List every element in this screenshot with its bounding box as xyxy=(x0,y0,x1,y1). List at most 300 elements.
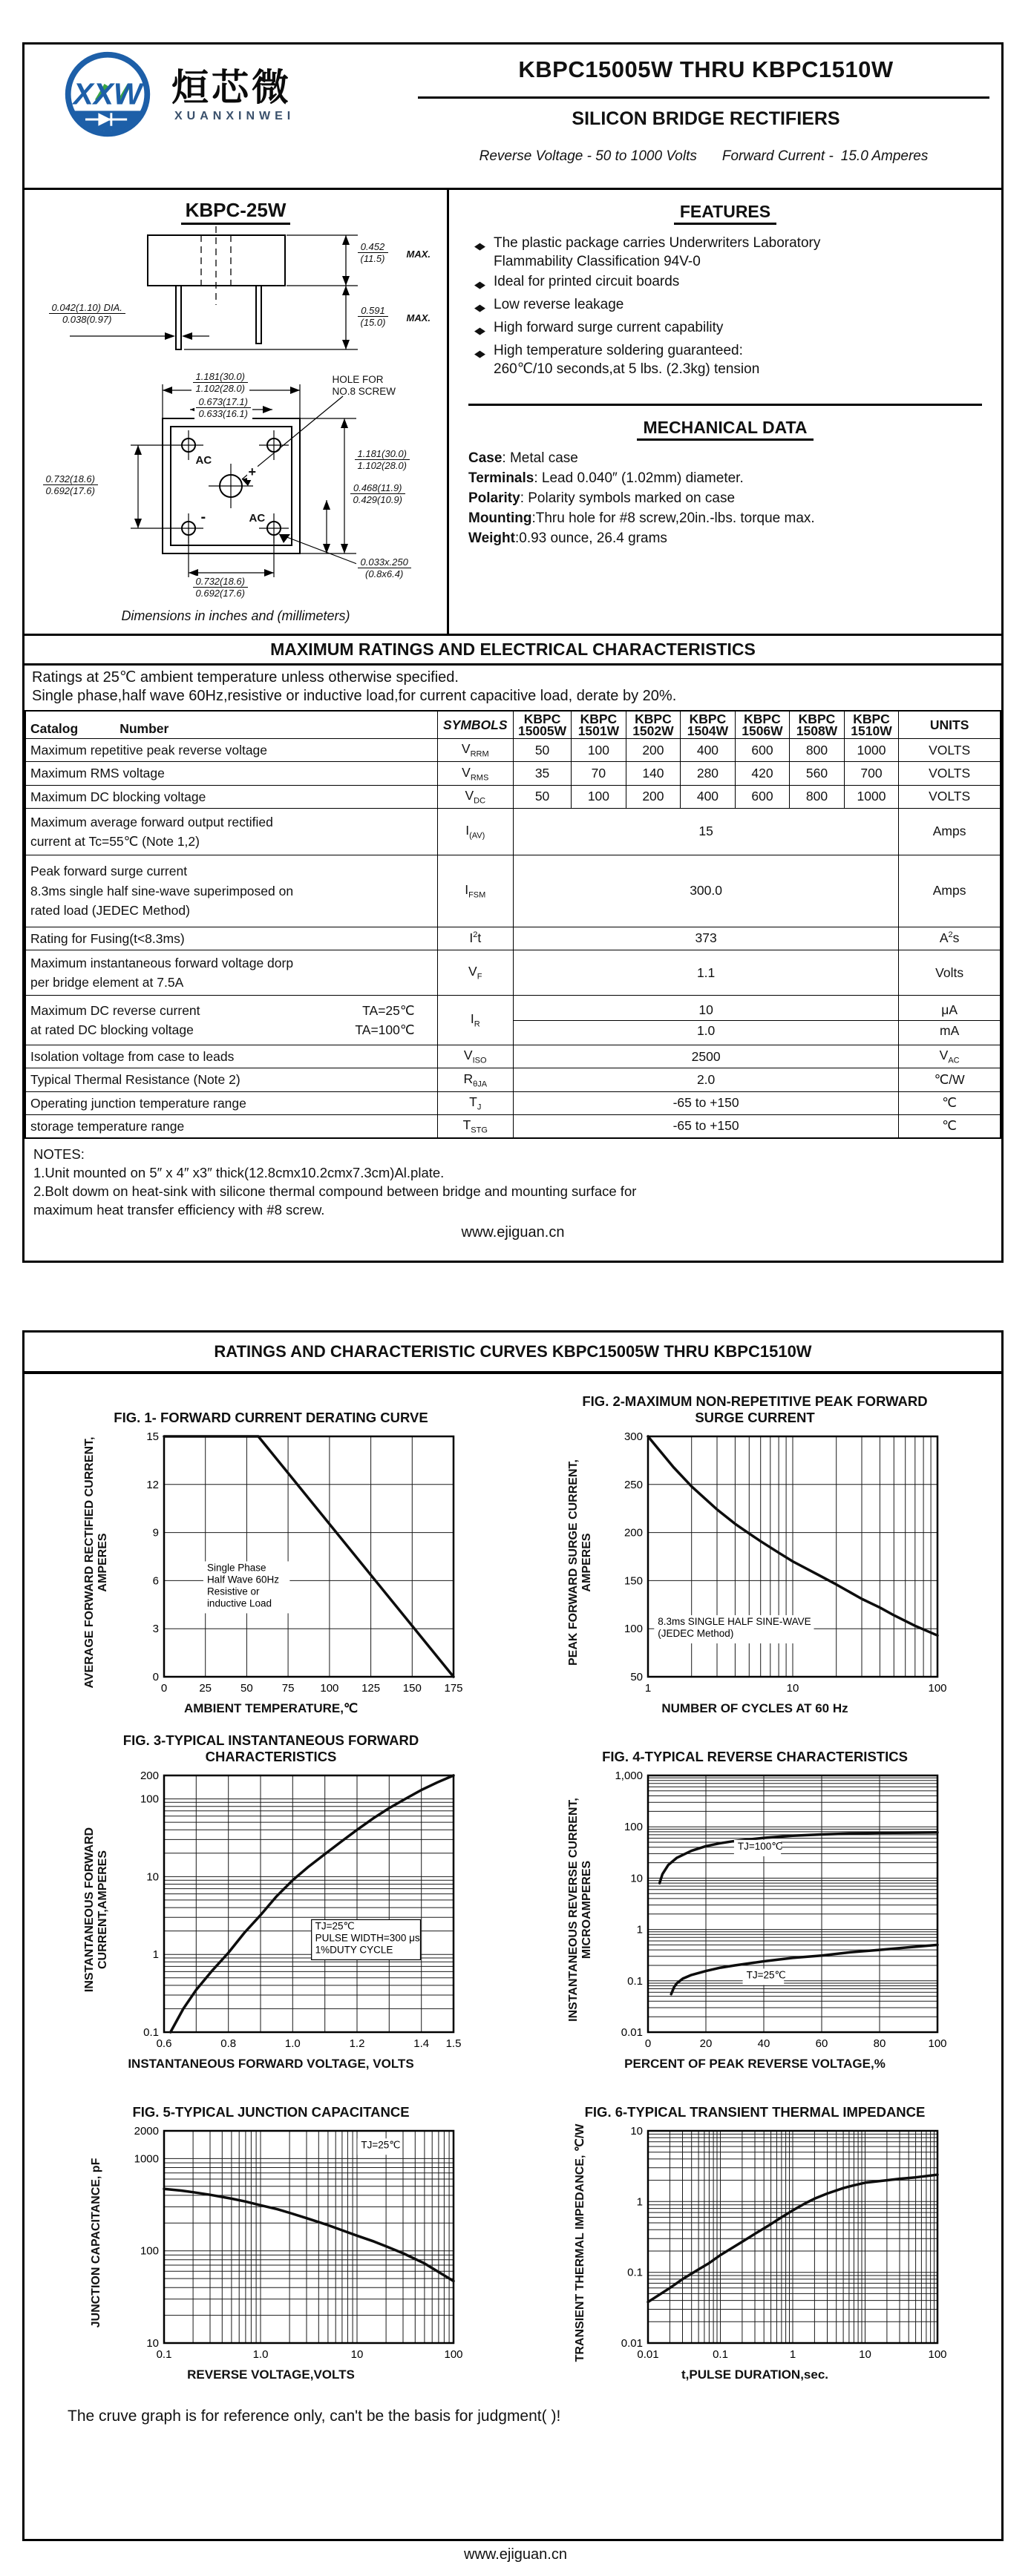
table-row xyxy=(25,1045,1001,1068)
model-line: KBPC xyxy=(744,712,781,726)
table-row xyxy=(25,739,1001,762)
svg-text:3: 3 xyxy=(152,1623,159,1636)
model-line: KBPC xyxy=(689,712,727,726)
body-height-dim: $\frac{0.452}{(11.5)}$ xyxy=(356,241,390,264)
svg-text:200: 200 xyxy=(140,1770,159,1782)
figure-title: FIG. 1- FORWARD CURRENT DERATING CURVE xyxy=(114,1410,428,1425)
pin-offset-dim: $\frac{0.468(11.9)}{0.429(10.9)}$ xyxy=(349,482,408,505)
header-model xyxy=(681,711,736,739)
table-row xyxy=(25,1114,1001,1138)
logo-monogram: XXW xyxy=(73,76,143,111)
row-symbol: $I^2t$ xyxy=(437,927,513,950)
logo-mark-icon xyxy=(60,49,155,142)
svg-text:1%DUTY CYCLE: 1%DUTY CYCLE xyxy=(315,1944,393,1956)
row-value: 100 xyxy=(572,785,626,808)
row-value: 50 xyxy=(513,785,571,808)
figure-plot xyxy=(602,1765,951,2054)
row-value: 1000 xyxy=(844,739,899,762)
features-title: FEATURES xyxy=(468,202,982,222)
svg-text:0.01: 0.01 xyxy=(621,2337,643,2350)
feature-text: The plastic package carries Underwriters Laboratory Flammability Classification 94V-0 xyxy=(494,235,821,269)
row-value: -65 to +150 xyxy=(513,1114,898,1138)
svg-text:Resistive or: Resistive or xyxy=(206,1586,260,1597)
svg-text:10: 10 xyxy=(786,1682,799,1695)
model-line: 1510W xyxy=(851,723,892,738)
figure-5-typical-junction-capacitance xyxy=(29,2086,513,2382)
svg-text:Half Wave 60Hz: Half Wave 60Hz xyxy=(206,1574,279,1586)
website-footer: www.ejiguan.cn xyxy=(464,2546,567,2563)
mechanical-key: Mounting xyxy=(468,510,532,526)
svg-text:10: 10 xyxy=(146,1870,159,1884)
bullet-icon: ◆ xyxy=(474,302,485,313)
figure-plot xyxy=(602,1426,951,1699)
feature-item xyxy=(474,295,982,317)
svg-text:1.4: 1.4 xyxy=(413,2037,430,2050)
label-condition: TA=25℃ xyxy=(362,1002,415,1018)
ratings-condition-line: Ratings at 25℃ ambient temperature unless otherwise specified. xyxy=(32,669,459,686)
row-symbol: $I_R$ xyxy=(437,996,513,1045)
table-row xyxy=(25,785,1001,808)
svg-text:10: 10 xyxy=(146,2337,159,2350)
subtitle: SILICON BRIDGE RECTIFIERS xyxy=(572,108,840,129)
svg-text:50: 50 xyxy=(240,1682,253,1695)
datasheet-page-2 xyxy=(22,1330,1004,2541)
company-name-cn: 烜芯微 xyxy=(171,67,292,108)
row-value: 200 xyxy=(626,739,681,762)
svg-text:100: 100 xyxy=(444,2348,463,2361)
label-line: Maximum average forward output rectified xyxy=(30,814,273,829)
notes xyxy=(24,1139,1001,1225)
row-value: 600 xyxy=(735,739,790,762)
figure-title: FIG. 5-TYPICAL JUNCTION CAPACITANCE xyxy=(132,2104,410,2120)
table-header-row xyxy=(25,711,1001,739)
row-label xyxy=(25,996,437,1045)
reverse-voltage-range: Reverse Voltage - 50 to 1000 Volts xyxy=(479,148,697,164)
svg-text:100: 100 xyxy=(623,1623,643,1636)
svg-text:0: 0 xyxy=(160,1682,168,1695)
figure-1-forward-current-derating xyxy=(29,1392,513,1716)
label-line: Maximum repetitive peak reverse voltage xyxy=(30,743,268,758)
header-units: UNITS xyxy=(899,711,1001,739)
max-label: MAX. xyxy=(406,249,431,260)
mechanical-key: Weight xyxy=(468,530,515,546)
row-symbol: $V_{ISO}$ xyxy=(437,1045,513,1068)
row-unit: VOLTS xyxy=(899,762,1001,785)
row-value: 200 xyxy=(626,785,681,808)
figure-y-axis-label: PEAK FORWARD SURGE CURRENT, AMPERES xyxy=(567,1459,593,1666)
mechanical-item xyxy=(468,508,982,528)
bullet-icon: ◆ xyxy=(474,325,485,336)
svg-text:12: 12 xyxy=(146,1478,159,1491)
label-line xyxy=(30,1001,433,1020)
svg-text:TJ=25℃: TJ=25℃ xyxy=(361,2139,401,2151)
figure-y-axis-label: INSTANTANEOUS FORWARD CURRENT,AMPERES xyxy=(83,1827,109,1993)
figure-x-axis-label: INSTANTANEOUS FORWARD VOLTAGE, VOLTS xyxy=(128,2057,414,2071)
dimensions-caption: Dimensions in inches and (millimeters) xyxy=(121,608,350,623)
svg-text:60: 60 xyxy=(815,2037,828,2050)
model-line: 15005W xyxy=(517,723,567,738)
forward-current-label: Forward Current - xyxy=(721,148,834,164)
feature-text: High forward surge current capability xyxy=(494,320,724,335)
mechanical-key: Polarity xyxy=(468,490,520,506)
dual-unit-bottom: mA xyxy=(940,1022,960,1038)
row-value xyxy=(513,996,898,1045)
datasheet-page-1 xyxy=(22,42,1004,1263)
svg-text:1: 1 xyxy=(789,2348,796,2361)
row-label xyxy=(25,1045,437,1068)
figure-y-axis-label: INSTANTANEOUS REVERSE CURRENT, MICROAMPERES xyxy=(567,1798,593,2022)
svg-text:10: 10 xyxy=(630,2125,643,2138)
row-symbol: $I_{(AV)}$ xyxy=(437,808,513,855)
figure-plot xyxy=(118,1426,467,1699)
reference-disclaimer: The cruve graph is for reference only, can't be the basis for judgment( )! xyxy=(68,2408,561,2425)
pin-pitch-left-dim: $\frac{0.732(18.6)}{0.692(17.6)}$ xyxy=(42,473,100,496)
table-row xyxy=(25,1091,1001,1114)
website-footer: www.ejiguan.cn xyxy=(461,1224,565,1241)
row-symbol: $T_{STG}$ xyxy=(437,1114,513,1138)
row-value: 420 xyxy=(735,762,790,785)
row-label xyxy=(25,950,437,996)
feature-text: High temperature soldering guaranteed: 260℃/10 seconds,at 5 lbs. (2.3kg) tension xyxy=(494,343,760,377)
row-value: 300.0 xyxy=(513,855,898,927)
max-ratings-bar: MAXIMUM RATINGS AND ELECTRICAL CHARACTERISTICS xyxy=(24,634,1001,666)
row-value: 280 xyxy=(681,762,736,785)
figure-plot xyxy=(118,1765,467,2054)
model-line: KBPC xyxy=(853,712,890,726)
page-title: KBPC15005W THRU KBPC1510W xyxy=(518,56,894,82)
mechanical-item xyxy=(468,468,982,488)
label-line: Rating for Fusing(t<8.3ms) xyxy=(30,930,185,946)
bullet-icon: ◆ xyxy=(474,279,485,290)
header-catalog-number xyxy=(25,711,437,739)
row-unit: VOLTS xyxy=(899,785,1001,808)
model-line: 1506W xyxy=(742,723,783,738)
row-label xyxy=(25,785,437,808)
company-logo xyxy=(60,49,416,153)
row-unit: ℃ xyxy=(899,1091,1001,1114)
dual-units xyxy=(899,1000,1000,1041)
label-line: per bridge element at 7.5A xyxy=(30,975,184,990)
label-text: Maximum DC reverse current xyxy=(30,1002,200,1018)
row-label xyxy=(25,1114,437,1138)
svg-text:0: 0 xyxy=(644,2037,652,2050)
row-symbol: $I_{FSM}$ xyxy=(437,855,513,927)
row-value: 35 xyxy=(513,762,571,785)
svg-text:9: 9 xyxy=(152,1526,159,1540)
svg-text:0.1: 0.1 xyxy=(627,1974,643,1988)
package-name: KBPC-25W xyxy=(24,199,447,222)
svg-text:1.2: 1.2 xyxy=(349,2037,365,2050)
row-value: 1.1 xyxy=(513,950,898,996)
row-label xyxy=(25,808,437,855)
figure-x-axis-label: AMBIENT TEMPERATURE,℃ xyxy=(183,1701,359,1715)
svg-text:0: 0 xyxy=(152,1671,159,1683)
pin-label-minus: - xyxy=(200,509,206,525)
forward-current-value: 15.0 Amperes xyxy=(840,148,929,164)
table-row xyxy=(25,950,1001,996)
svg-text:200: 200 xyxy=(623,1526,643,1540)
dual-value-top: 10 xyxy=(514,1000,898,1021)
header-model xyxy=(790,711,845,739)
model-line: 1501W xyxy=(577,723,620,738)
svg-text:1000: 1000 xyxy=(134,2152,159,2166)
pin-label-ac-top: AC xyxy=(195,454,212,467)
label-line: Peak forward surge current xyxy=(30,864,188,879)
svg-text:0.6: 0.6 xyxy=(156,2037,172,2050)
model-line: 1508W xyxy=(796,723,838,738)
note-line: 1.Unit mounted on 5″ x 4″ x3″ thick(12.8cmx10.2cmx7.3cm)Al.plate. xyxy=(33,1165,445,1180)
row-value: 800 xyxy=(790,785,845,808)
svg-text:PULSE WIDTH=300 μs: PULSE WIDTH=300 μs xyxy=(315,1932,420,1944)
svg-text:100: 100 xyxy=(928,1682,947,1695)
header xyxy=(24,45,1001,190)
lead-length-dim: $\frac{0.591}{(15.0)}$ xyxy=(356,305,390,328)
svg-text:TJ=100℃: TJ=100℃ xyxy=(737,1840,783,1852)
pin-pitch-bottom-dim: $\frac{0.732(18.6)}{0.692(17.6)}$ xyxy=(192,576,250,599)
row-label xyxy=(25,739,437,762)
svg-text:80: 80 xyxy=(873,2037,886,2050)
row-value: 373 xyxy=(513,927,898,950)
catalog-label: Catalog xyxy=(30,721,79,736)
ratings-line xyxy=(410,148,997,165)
table-head xyxy=(25,711,1001,739)
svg-text:100: 100 xyxy=(928,2037,947,2050)
note-line: 2.Bolt dowm on heat-sink with silicone thermal compound between bridge and mounting surface for xyxy=(33,1183,637,1199)
label-line: 8.3ms single half sine-wave superimposed on xyxy=(30,883,294,898)
header-model xyxy=(626,711,681,739)
svg-text:1: 1 xyxy=(152,1948,159,1962)
mechanical-value: : Lead 0.040″ (1.02mm) diameter. xyxy=(534,470,744,486)
svg-text:1.5: 1.5 xyxy=(445,2037,462,2050)
row-value: 400 xyxy=(681,785,736,808)
svg-text:15: 15 xyxy=(146,1430,159,1443)
row-value: 100 xyxy=(572,739,626,762)
svg-text:TJ=25℃: TJ=25℃ xyxy=(746,1969,786,1981)
svg-text:6: 6 xyxy=(152,1574,159,1588)
row-unit: Amps xyxy=(899,855,1001,927)
svg-text:175: 175 xyxy=(444,1682,463,1695)
lead-diameter-dim: 0.042(1.10) DIA. 0.038(0.97) xyxy=(48,302,127,325)
curves-title-bar: RATINGS AND CHARACTERISTIC CURVES KBPC15005W THRU KBPC1510W xyxy=(24,1333,1001,1374)
mechanical-data-section xyxy=(468,404,982,548)
package-drawing-column xyxy=(24,190,449,634)
mechanical-data-list xyxy=(468,448,982,548)
number-label: Number xyxy=(120,721,169,736)
pin-label-ac-bottom: AC xyxy=(249,512,266,525)
row-value: 560 xyxy=(790,762,845,785)
svg-text:0.01: 0.01 xyxy=(621,2026,643,2039)
figure-x-axis-label: t,PULSE DURATION,sec. xyxy=(681,2368,829,2382)
slot-dim: $\frac{0.033x.250}{(0.8x6.4)}$ xyxy=(356,556,413,579)
row-value: 140 xyxy=(626,762,681,785)
note-line: NOTES: xyxy=(33,1146,85,1162)
row-unit: ℃ xyxy=(899,1114,1001,1138)
row-symbol: $V_{DC}$ xyxy=(437,785,513,808)
figure-4-typical-reverse-characteristics xyxy=(513,1731,997,2071)
svg-text:0.01: 0.01 xyxy=(637,2348,659,2361)
label-line: current at Tc=55℃ (Note 1,2) xyxy=(30,833,200,849)
pin-label-plus: + xyxy=(248,464,257,479)
row-unit: Volts xyxy=(899,950,1001,996)
row-value: 2500 xyxy=(513,1045,898,1068)
svg-text:2000: 2000 xyxy=(134,2125,159,2138)
svg-text:100: 100 xyxy=(140,1793,159,1806)
row-value: 600 xyxy=(735,785,790,808)
table-row xyxy=(25,996,1001,1045)
svg-text:0.1: 0.1 xyxy=(143,2026,159,2039)
label-line: Maximum RMS voltage xyxy=(30,766,165,781)
ratings-condition-line: Single phase,half wave 60Hz,resistive or inductive load,for current capacitive load, derate by 20%. xyxy=(32,688,677,704)
row-value: 1000 xyxy=(844,785,899,808)
table-row xyxy=(25,762,1001,785)
mechanical-key: Terminals xyxy=(468,470,534,486)
label-line: Maximum DC blocking voltage xyxy=(30,789,206,804)
mechanical-value: : Polarity symbols marked on case xyxy=(520,490,736,506)
row-unit: $V_{AC}$ xyxy=(899,1045,1001,1068)
table-row xyxy=(25,1068,1001,1091)
figure-title: FIG. 6-TYPICAL TRANSIENT THERMAL IMPEDANCE xyxy=(584,2104,926,2120)
mechanical-item xyxy=(468,448,982,468)
svg-text:100: 100 xyxy=(928,2348,947,2361)
mechanical-data-title: MECHANICAL DATA xyxy=(468,418,982,438)
label-line: Isolation voltage from case to leads xyxy=(30,1049,235,1064)
model-line: 1504W xyxy=(687,723,729,738)
mechanical-value: :0.93 ounce, 26.4 grams xyxy=(514,530,667,546)
row-label xyxy=(25,927,437,950)
features-list xyxy=(468,234,982,378)
svg-text:50: 50 xyxy=(630,1671,643,1683)
svg-text:100: 100 xyxy=(623,1821,643,1834)
figure-title: FIG. 3-TYPICAL INSTANTANEOUS FORWARD CHARACTERISTICS xyxy=(122,1732,419,1764)
svg-text:1: 1 xyxy=(636,1923,643,1936)
svg-text:25: 25 xyxy=(199,1682,212,1695)
ratings-table xyxy=(24,710,1001,1139)
figure-x-axis-label: REVERSE VOLTAGE,VOLTS xyxy=(187,2368,355,2382)
row-value: 50 xyxy=(513,739,571,762)
bullet-icon: ◆ xyxy=(474,348,485,359)
feature-text: Low reverse leakage xyxy=(494,297,624,312)
svg-text:0.1: 0.1 xyxy=(713,2348,728,2361)
row-value: 15 xyxy=(513,808,898,855)
svg-text:150: 150 xyxy=(402,1682,422,1695)
svg-text:100: 100 xyxy=(320,1682,339,1695)
svg-text:0.1: 0.1 xyxy=(156,2348,172,2361)
svg-text:1.0: 1.0 xyxy=(252,2348,269,2361)
svg-text:300: 300 xyxy=(623,1430,643,1443)
row-value: 2.0 xyxy=(513,1068,898,1091)
figure-plot xyxy=(118,2120,467,2365)
model-line: 1502W xyxy=(632,723,674,738)
dual-values xyxy=(514,1000,898,1041)
mechanical-item xyxy=(468,488,982,508)
row-label xyxy=(25,1068,437,1091)
figure-6-transient-thermal-impedance xyxy=(513,2086,997,2382)
package-side-view xyxy=(25,225,447,369)
model-line: KBPC xyxy=(635,712,672,726)
header-model xyxy=(513,711,571,739)
feature-item xyxy=(474,234,982,271)
feature-item xyxy=(474,272,982,294)
row-label xyxy=(25,762,437,785)
row-value: 400 xyxy=(681,739,736,762)
label-line: rated load (JEDEC Method) xyxy=(30,902,190,918)
table-row xyxy=(25,808,1001,855)
svg-text:1.0: 1.0 xyxy=(284,2037,301,2050)
feature-text: Ideal for printed circuit boards xyxy=(494,274,680,289)
figure-plot xyxy=(602,2120,951,2365)
title-rule xyxy=(418,96,989,99)
row-label xyxy=(25,855,437,927)
svg-text:150: 150 xyxy=(623,1574,643,1588)
figures-grid xyxy=(24,1374,1001,2385)
svg-text:125: 125 xyxy=(361,1682,381,1695)
label-text: at rated DC blocking voltage xyxy=(30,1022,194,1037)
svg-text:TJ=25℃: TJ=25℃ xyxy=(315,1920,355,1932)
mechanical-value: : Metal case xyxy=(502,450,578,466)
feature-item xyxy=(474,341,982,378)
overall-height-dim: $\frac{1.181(30.0)}{1.102(28.0)}$ xyxy=(353,448,412,471)
row-unit: VOLTS xyxy=(899,739,1001,762)
svg-text:1,000: 1,000 xyxy=(615,1770,643,1782)
table-row xyxy=(25,927,1001,950)
figure-3-instantaneous-forward-characteristics xyxy=(29,1731,513,2071)
row-value: 700 xyxy=(844,762,899,785)
row-unit xyxy=(899,996,1001,1045)
row-symbol: $T_J$ xyxy=(437,1091,513,1114)
svg-text:40: 40 xyxy=(757,2037,770,2050)
label-line: Operating junction temperature range xyxy=(30,1095,246,1111)
figure-y-axis-label: TRANSIENT THERMAL IMPEDANCE, ℃/W xyxy=(574,2123,586,2362)
header-model xyxy=(572,711,626,739)
label-condition: TA=100℃ xyxy=(355,1022,415,1037)
company-name-en: XUANXINWEI xyxy=(174,110,295,122)
row-symbol: $V_F$ xyxy=(437,950,513,996)
figure-y-axis-label: AVERAGE FORWARD RECTIFIED CURRENT, AMPERES xyxy=(83,1436,109,1689)
model-line: KBPC xyxy=(798,712,836,726)
package-top-view xyxy=(25,371,447,607)
table-row xyxy=(25,855,1001,927)
overall-width-dim: $\frac{1.181(30.0)}{1.102(28.0)}$ xyxy=(192,371,250,394)
features-column xyxy=(449,190,1001,634)
model-line: KBPC xyxy=(580,712,618,726)
ratings-conditions xyxy=(24,666,1001,710)
svg-text:(JEDEC Method): (JEDEC Method) xyxy=(658,1628,734,1640)
svg-text:0.8: 0.8 xyxy=(220,2037,237,2050)
figure-title: FIG. 4-TYPICAL REVERSE CHARACTERISTICS xyxy=(602,1749,908,1764)
feature-item xyxy=(474,318,982,340)
figure-2-peak-forward-surge-current xyxy=(513,1392,997,1716)
row-unit: $A^2s$ xyxy=(899,927,1001,950)
figure-y-axis-label: JUNCTION CAPACITANCE, pF xyxy=(90,2158,102,2328)
table-body xyxy=(25,739,1001,1139)
svg-text:75: 75 xyxy=(281,1682,295,1695)
label-line: Maximum instantaneous forward voltage dorp xyxy=(30,955,294,970)
row-symbol: $V_{RMS}$ xyxy=(437,762,513,785)
max-label: MAX. xyxy=(406,312,431,323)
row-unit: Amps xyxy=(899,808,1001,855)
header-model xyxy=(735,711,790,739)
header-symbols: SYMBOLS xyxy=(437,711,513,739)
svg-text:Single Phase: Single Phase xyxy=(206,1562,266,1574)
mechanical-value: :Thru hole for #8 screw,20in.-lbs. torque max. xyxy=(531,510,815,526)
figure-title: FIG. 2-MAXIMUM NON-REPETITIVE PEAK FORWARD SURGE CURRENT xyxy=(582,1393,928,1425)
figure-x-axis-label: NUMBER OF CYCLES AT 60 Hz xyxy=(661,1701,848,1715)
row-value: 70 xyxy=(572,762,626,785)
header-model xyxy=(844,711,899,739)
hole-label: HOLE FOR NO.8 SCREW xyxy=(332,374,396,397)
bullet-icon: ◆ xyxy=(474,240,485,252)
svg-text:1: 1 xyxy=(644,1682,652,1695)
